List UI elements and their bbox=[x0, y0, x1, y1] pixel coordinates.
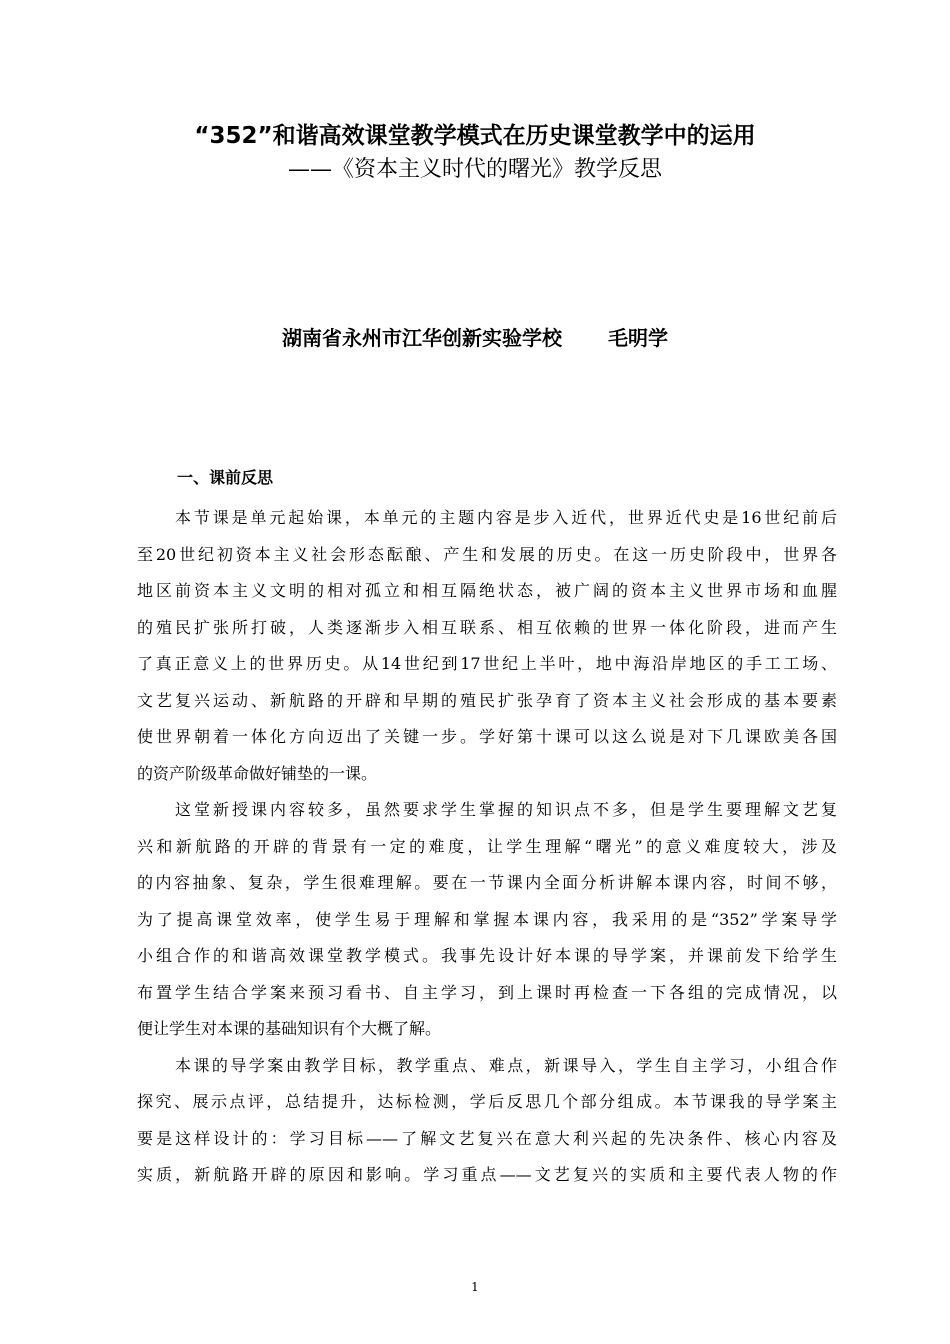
section-heading: 一、课前反思 bbox=[177, 468, 274, 487]
body-line: 的资产阶级革命做好铺垫的一课。 bbox=[137, 763, 378, 783]
body-line: 便让学生对本课的基础知识有个大概了解。 bbox=[137, 1019, 442, 1038]
author-name: 毛明学 bbox=[608, 326, 668, 350]
body-line: 文艺复兴运动、新航路的开辟和早期的殖民扩张孕育了资本主义社会形成的基本要素 bbox=[137, 690, 837, 710]
page-number: 1 bbox=[471, 1280, 479, 1294]
body-line: 小组合作的和谐高效课堂教学模式。我事先设计好本课的导学案，并课前发下给学生 bbox=[137, 946, 837, 965]
body-line: 的内容抽象、复杂，学生很难理解。要在一节课内全面分析讲解本课内容，时间不够， bbox=[137, 873, 837, 892]
author-line bbox=[100, 323, 850, 353]
body-line: 了真正意义上的世界历史。从14世纪到17世纪上半叶，地中海沿岸地区的手工工场、 bbox=[137, 654, 837, 673]
body-line: 要是这样设计的：学习目标——了解文艺复兴在意大利兴起的先决条件、核心内容及 bbox=[137, 1128, 837, 1148]
body-text bbox=[137, 500, 837, 1194]
body-line: 本课的导学案由教学目标，教学重点、难点，新课导入，学生自主学习，小组合作 bbox=[175, 1055, 837, 1075]
body-line: 本节课是单元起始课，本单元的主题内容是步入近代，世界近代史是16世纪前后 bbox=[175, 508, 837, 527]
body-line: 这堂新授课内容较多，虽然要求学生掌握的知识点不多，但是学生要理解文艺复 bbox=[175, 800, 837, 819]
body-line: 布置学生结合学案来预习看书、自主学习，到上课时再检查一下各组的完成情况，以 bbox=[137, 982, 837, 1002]
body-line: 探究、展示点评，总结提升，达标检测，学后反思几个部分组成。本节课我的导学案主 bbox=[137, 1092, 837, 1111]
body-line: 至20世纪初资本主义社会形态酝酿、产生和发展的历史。在这一历史阶段中，世界各 bbox=[137, 544, 837, 564]
document-title: “352”和谐高效课堂教学模式在历史课堂教学中的运用 bbox=[194, 123, 756, 149]
document-subtitle: ——《资本主义时代的曙光》教学反思 bbox=[287, 157, 662, 182]
body-line: 实质，新航路开辟的原因和影响。学习重点——文艺复兴的实质和主要代表人物的作 bbox=[137, 1165, 837, 1184]
body-line: 地区前资本主义文明的相对孤立和相互隔绝状态，被广阔的资本主义世界市场和血腥 bbox=[137, 581, 837, 600]
body-line: 为了提高课堂效率，使学生易于理解和掌握本课内容，我采用的是“352”学案导学 bbox=[137, 909, 837, 929]
body-line: 使世界朝着一体化方向迈出了关键一步。学好第十课可以这么说是对下几课欧美各国 bbox=[137, 727, 837, 746]
body-line: 的殖民扩张所打破，人类逐渐步入相互联系、相互依赖的世界一体化阶段，进而产生 bbox=[137, 617, 837, 637]
author-school: 湖南省永州市江华创新实验学校 bbox=[282, 326, 562, 350]
body-line: 兴和新航路的开辟的背景有一定的难度，让学生理解“曙光”的意义难度较大，涉及 bbox=[137, 836, 837, 856]
